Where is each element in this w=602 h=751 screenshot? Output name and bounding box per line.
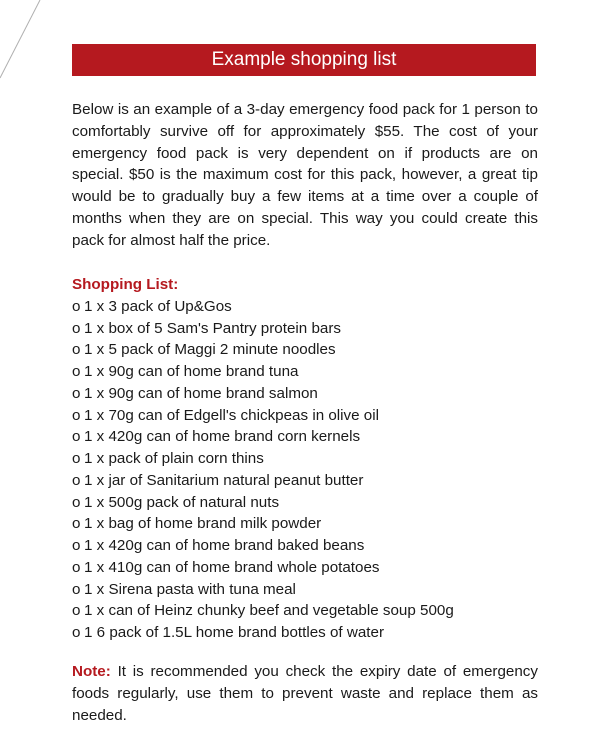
note-label: Note: — [72, 663, 111, 680]
list-bullet: o — [72, 406, 81, 424]
list-item-text: 1 x can of Heinz chunky beef and vegetable soup 500g — [84, 602, 454, 620]
list-item — [72, 405, 542, 427]
shopping-list-heading: Shopping List: — [72, 276, 179, 293]
list-item-text: 1 x 500g pack of natural nuts — [84, 493, 280, 511]
list-item — [72, 535, 542, 557]
shopping-list — [72, 296, 542, 644]
list-item-text: 1 x box of 5 Sam's Pantry protein bars — [84, 319, 341, 337]
list-bullet: o — [72, 515, 81, 533]
list-item — [72, 579, 542, 601]
page-title-banner — [72, 44, 536, 76]
list-item — [72, 622, 542, 644]
list-item-text: 1 x 3 pack of Up&Gos — [84, 297, 232, 315]
list-item-text: 1 x bag of home brand milk powder — [84, 515, 322, 533]
page-corner-mark — [0, 0, 60, 90]
list-bullet: o — [72, 471, 81, 489]
note-paragraph — [72, 661, 538, 726]
list-item — [72, 492, 542, 514]
list-item-text: 1 x 420g can of home brand corn kernels — [84, 428, 361, 446]
list-item — [72, 448, 542, 470]
list-item-text: 1 x 5 pack of Maggi 2 minute noodles — [84, 341, 336, 359]
list-item-text: 1 x Sirena pasta with tuna meal — [84, 580, 296, 598]
list-item — [72, 361, 542, 383]
list-item-text: 1 x 410g can of home brand whole potatoes — [84, 558, 380, 576]
list-bullet: o — [72, 363, 81, 381]
list-bullet: o — [72, 319, 81, 337]
list-item-text: 1 x 70g can of Edgell's chickpeas in olive oil — [84, 406, 380, 424]
page-title: Example shopping list — [211, 49, 397, 70]
list-item-text: 1 x jar of Sanitarium natural peanut butter — [84, 471, 364, 489]
note-text: It is recommended you check the expiry date of emergency foods regularly, use them to prevent waste and replace them as needed. — [72, 663, 538, 724]
list-item — [72, 296, 542, 318]
list-bullet: o — [72, 537, 81, 555]
list-bullet: o — [72, 450, 81, 468]
list-item — [72, 426, 542, 448]
list-bullet: o — [72, 341, 81, 359]
list-item — [72, 318, 542, 340]
list-item — [72, 600, 542, 622]
list-bullet: o — [72, 624, 81, 642]
list-bullet: o — [72, 580, 81, 598]
list-bullet: o — [72, 558, 81, 576]
list-bullet: o — [72, 428, 81, 446]
list-bullet: o — [72, 297, 81, 315]
shopping-list-section — [72, 274, 542, 644]
list-item — [72, 557, 542, 579]
list-item — [72, 339, 542, 361]
list-bullet: o — [72, 602, 81, 620]
list-item-text: 1 x 420g can of home brand baked beans — [84, 537, 365, 555]
list-item-text: 1 x 90g can of home brand tuna — [84, 363, 299, 381]
list-item — [72, 470, 542, 492]
intro-paragraph: Below is an example of a 3-day emergency food pack for 1 person to comfortably survive off for approximately $55. The cost of your emergency food pack is very dependent on if products are on special. $50 is the maximum cost for this pack, however, a great tip would be to gradually buy a few items at a time over a couple of months when they are on special. This way you could create this pack for almost half the price. — [72, 101, 538, 249]
list-bullet: o — [72, 384, 81, 402]
list-item-text: 1 6 pack of 1.5L home brand bottles of water — [84, 624, 384, 642]
list-item-text: 1 x 90g can of home brand salmon — [84, 384, 318, 402]
list-item — [72, 383, 542, 405]
list-item — [72, 513, 542, 535]
list-item-text: 1 x pack of plain corn thins — [84, 450, 264, 468]
list-bullet: o — [72, 493, 81, 511]
